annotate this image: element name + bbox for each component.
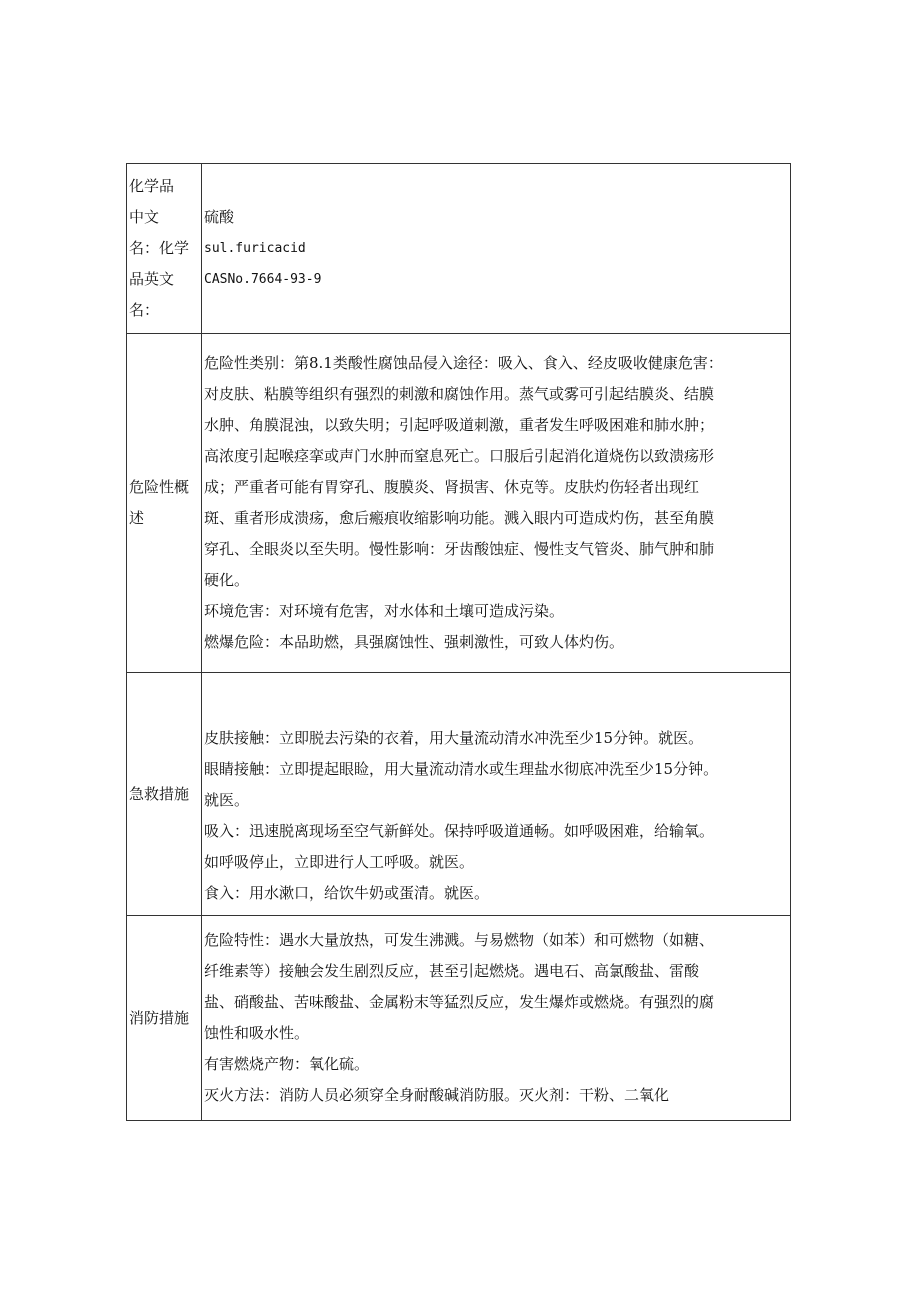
text-line: 纤维素等）接触会发生剧烈反应，甚至引起燃烧。遇电石、高氯酸盐、雷酸 xyxy=(204,962,700,980)
first-aid-content xyxy=(202,679,790,909)
content-cell xyxy=(202,916,791,1121)
text-line: 斑、重者形成溃疡，愈后瘢痕收缩影响功能。溅入眼内可造成灼伤，甚至角膜 xyxy=(204,509,715,527)
msds-table xyxy=(126,163,791,1121)
text-line: 就医。 xyxy=(204,791,250,809)
english-name: sul.furicacid xyxy=(204,241,306,256)
label-cell xyxy=(127,673,202,916)
label-cell xyxy=(127,916,202,1121)
content-cell xyxy=(202,164,791,334)
text-line: 环境危害：对环境有危害，对水体和土壤可造成污染。 xyxy=(204,602,565,620)
text-line: 有害燃烧产物：氧化硫。 xyxy=(204,1055,370,1073)
text-line: 穿孔、全眼炎以至失明。慢性影响：牙齿酸蚀症、慢性支气管炎、肺气肿和肺 xyxy=(204,540,715,558)
hazard-overview-content xyxy=(202,348,790,658)
text-line: 食入：用水漱口，给饮牛奶或蛋清。就医。 xyxy=(204,884,490,902)
text-line: 危险性类别：第8.1类酸性腐蚀品侵入途径：吸入、食入、经皮吸收健康危害： xyxy=(204,354,723,372)
row-label-fire-fighting: 消防措施 xyxy=(129,1008,190,1027)
text-line: 硬化。 xyxy=(204,571,250,589)
chinese-name: 硫酸 xyxy=(204,208,235,226)
text-line: 灭火方法：消防人员必须穿全身耐酸碱消防服。灭火剂：干粉、二氧化 xyxy=(204,1086,670,1104)
row-label-chemical-name: 化学品 中文 名：化学 品英文 名： xyxy=(129,177,190,319)
row-label-hazard-overview: 危险性概 述 xyxy=(129,478,190,527)
text-line: 眼睛接触：立即提起眼睑，用大量流动清水或生理盐水彻底冲洗至少15分钟。 xyxy=(204,760,719,778)
label-cell xyxy=(127,334,202,673)
text-line: 对皮肤、粘膜等组织有强烈的刺激和腐蚀作用。蒸气或雾可引起结膜炎、结膜 xyxy=(204,385,715,403)
text-line: 燃爆危险：本品助燃，具强腐蚀性、强刺激性，可致人体灼伤。 xyxy=(204,633,625,651)
table-row-first-aid xyxy=(127,673,791,916)
chemical-name-content xyxy=(202,202,790,295)
row-label-first-aid: 急救措施 xyxy=(129,784,190,803)
text-line: 危险特性：遇水大量放热，可发生沸溅。与易燃物（如苯）和可燃物（如糖、 xyxy=(204,931,715,949)
text-line: 盐、硝酸盐、苦味酸盐、金属粉末等猛烈反应，发生爆炸或燃烧。有强烈的腐 xyxy=(204,993,715,1011)
content-cell xyxy=(202,673,791,916)
table-row-fire-fighting xyxy=(127,916,791,1121)
content-cell xyxy=(202,334,791,673)
text-line: 如呼吸停止，立即进行人工呼吸。就医。 xyxy=(204,853,475,871)
text-line: 吸入：迅速脱离现场至空气新鲜处。保持呼吸道通畅。如呼吸困难，给输氧。 xyxy=(204,822,715,840)
label-cell xyxy=(127,164,202,334)
text-line: 蚀性和吸水性。 xyxy=(204,1024,310,1042)
fire-fighting-content xyxy=(202,925,790,1111)
text-line: 皮肤接触：立即脱去污染的衣着，用大量流动清水冲洗至少15分钟。就医。 xyxy=(204,729,704,747)
text-line: 高浓度引起喉痉挛或声门水肿而窒息死亡。口服后引起消化道烧伤以致溃疡形 xyxy=(204,447,715,465)
text-line: 水肿、角膜混浊，以致失明；引起呼吸道刺激，重者发生呼吸困难和肺水肿； xyxy=(204,416,715,434)
table-row-hazard-overview xyxy=(127,334,791,673)
cas-number: CASNo.7664-93-9 xyxy=(204,272,322,287)
table-row-chemical-name xyxy=(127,164,791,334)
text-line: 成；严重者可能有胃穿孔、腹膜炎、肾损害、休克等。皮肤灼伤轻者出现红 xyxy=(204,478,700,496)
